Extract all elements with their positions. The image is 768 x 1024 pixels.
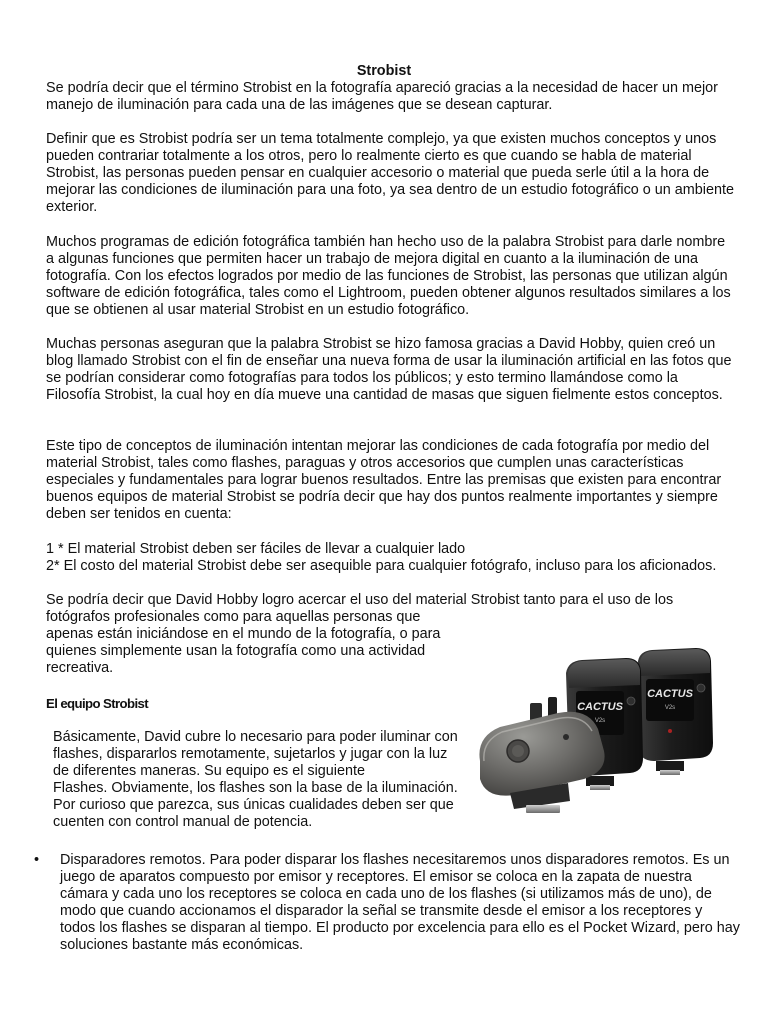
- document-title: Strobist: [356, 63, 412, 79]
- equipment-line: Por curioso que parezca, sus únicas cualidades deben ser que: [53, 797, 454, 813]
- wireless-trigger-photo-icon: [470, 633, 720, 833]
- paragraph-david-hobby: Muchas personas aseguran que la palabra Strobist se hizo famosa gracias a David Hobby, quien creó un blog llamado Strobist con el fin de enseñar una nueva forma de usar la iluminación artificial en las fotos que se podrían considerar como fotografías para todos los públicos; y esto termino llamándose como la Filosofía Strobist, la cual hoy en día mueve una cantidad de masas que siguen fielmente estos conceptos.: [46, 336, 732, 403]
- lead-first-line: Se podría decir que David Hobby logro acercar el uso del material Strobist tanto para el uso de los: [46, 592, 674, 608]
- paragraph-definition: Definir que es Strobist podría ser un tema totalmente complejo, ya que existen muchos conceptos y unos pueden contrariar totalmente a los otros, pero lo realmente cierto es que cuando se habla de material Strobist, las personas pueden pensar en cualquier accesorio o material que pueda serle útil a la hora de mejorar las condiciones de iluminación para una foto, ya sea dentro de un estudio fotográfico o un ambiente exterior.: [46, 131, 734, 215]
- equipment-line: flashes, dispararlos remotamente, sujetarlos y jugar con la luz: [53, 746, 448, 762]
- bullet-list: [34, 852, 740, 954]
- paragraph-programs: Muchos programas de edición fotográfica también han hecho uso de la palabra Strobist para darle nombre a algunas funciones que permiten hacer un trabajo de mejora digital en cuanto a la iluminación de una fotografía. Con los efectos logrados por medio de las funciones de Strobist, las personas que utilizan algún software de edición fotográfica, tales como el Lightroom, pueden obtener algunos resultados similares a los que se obtienen al usar material Strobist en un estudio fotográfico.: [46, 234, 731, 318]
- point-item-2: 2* El costo del material Strobist debe ser asequible para cualquier fotógrafo, incluso para los aficionados.: [46, 558, 717, 574]
- paragraph-intro: Se podría decir que el término Strobist en la fotografía apareció gracias a la necesidad de hacer un mejor manejo de iluminación para cada una de las imágenes que se desean capturar.: [46, 80, 718, 113]
- equipment-line: de diferentes maneras. Su equipo es el siguiente: [53, 763, 365, 779]
- receiver-model-label: V2s: [594, 718, 606, 724]
- equipment-line: Flashes. Obviamente, los flashes son la base de la iluminación.: [53, 780, 458, 796]
- numbered-points: [46, 541, 736, 575]
- receiver-right: [638, 648, 713, 775]
- bullet-item: [34, 852, 740, 954]
- receiver-brand-label: CACTUS: [577, 701, 623, 713]
- section-heading: El equipo Strobist: [46, 696, 149, 711]
- equipment-line: Básicamente, David cubre lo necesario para poder iluminar con: [53, 729, 458, 745]
- paragraph-concept-types: Este tipo de conceptos de iluminación intentan mejorar las condiciones de cada fotografía por medio del material Strobist, tales como flashes, paraguas y otros accesorios que cumplen unas características especiales y fundamentales para lograr buenos resultados. Entre las premisas que existen para encontrar buenos equipos de material Strobist se podría decir que hay dos puntos realmente importantes y siempre deben ser tenidos en cuenta:: [46, 438, 722, 522]
- bullet-text: Disparadores remotos. Para poder disparar los flashes necesitaremos unos disparadores remotos. Es un juego de aparatos compuesto por emisor y receptores. El emisor se coloca en la zapata de nuestra cámara y cada uno los receptores se coloca en cada uno de los flashes (si utilizamos más de uno), de modo que cuando accionamos el disparador la señal se transmite desde el emisor a los receptores y todos los flashes se disparan al tiempo. El producto por excelencia para ello es el Pocket Wizard, pero hay soluciones bastante más económicas.: [60, 852, 740, 953]
- receiver-brand-label: CACTUS: [647, 688, 693, 700]
- receiver-model-label: V2s: [664, 705, 676, 711]
- point-item-1: 1 * El material Strobist deben ser fáciles de llevar a cualquier lado: [46, 541, 466, 557]
- paragraph-equipment: [53, 729, 465, 831]
- bullet-icon: •: [34, 852, 40, 868]
- lead-rest: fotógrafos profesionales como para aquellas personas que apenas están iniciándose en el mundo de la fotografía, o para quienes simplemente usan la fotografía como una actividad recreativa.: [46, 609, 441, 676]
- equipment-line: cuenten con control manual de potencia.: [53, 814, 313, 830]
